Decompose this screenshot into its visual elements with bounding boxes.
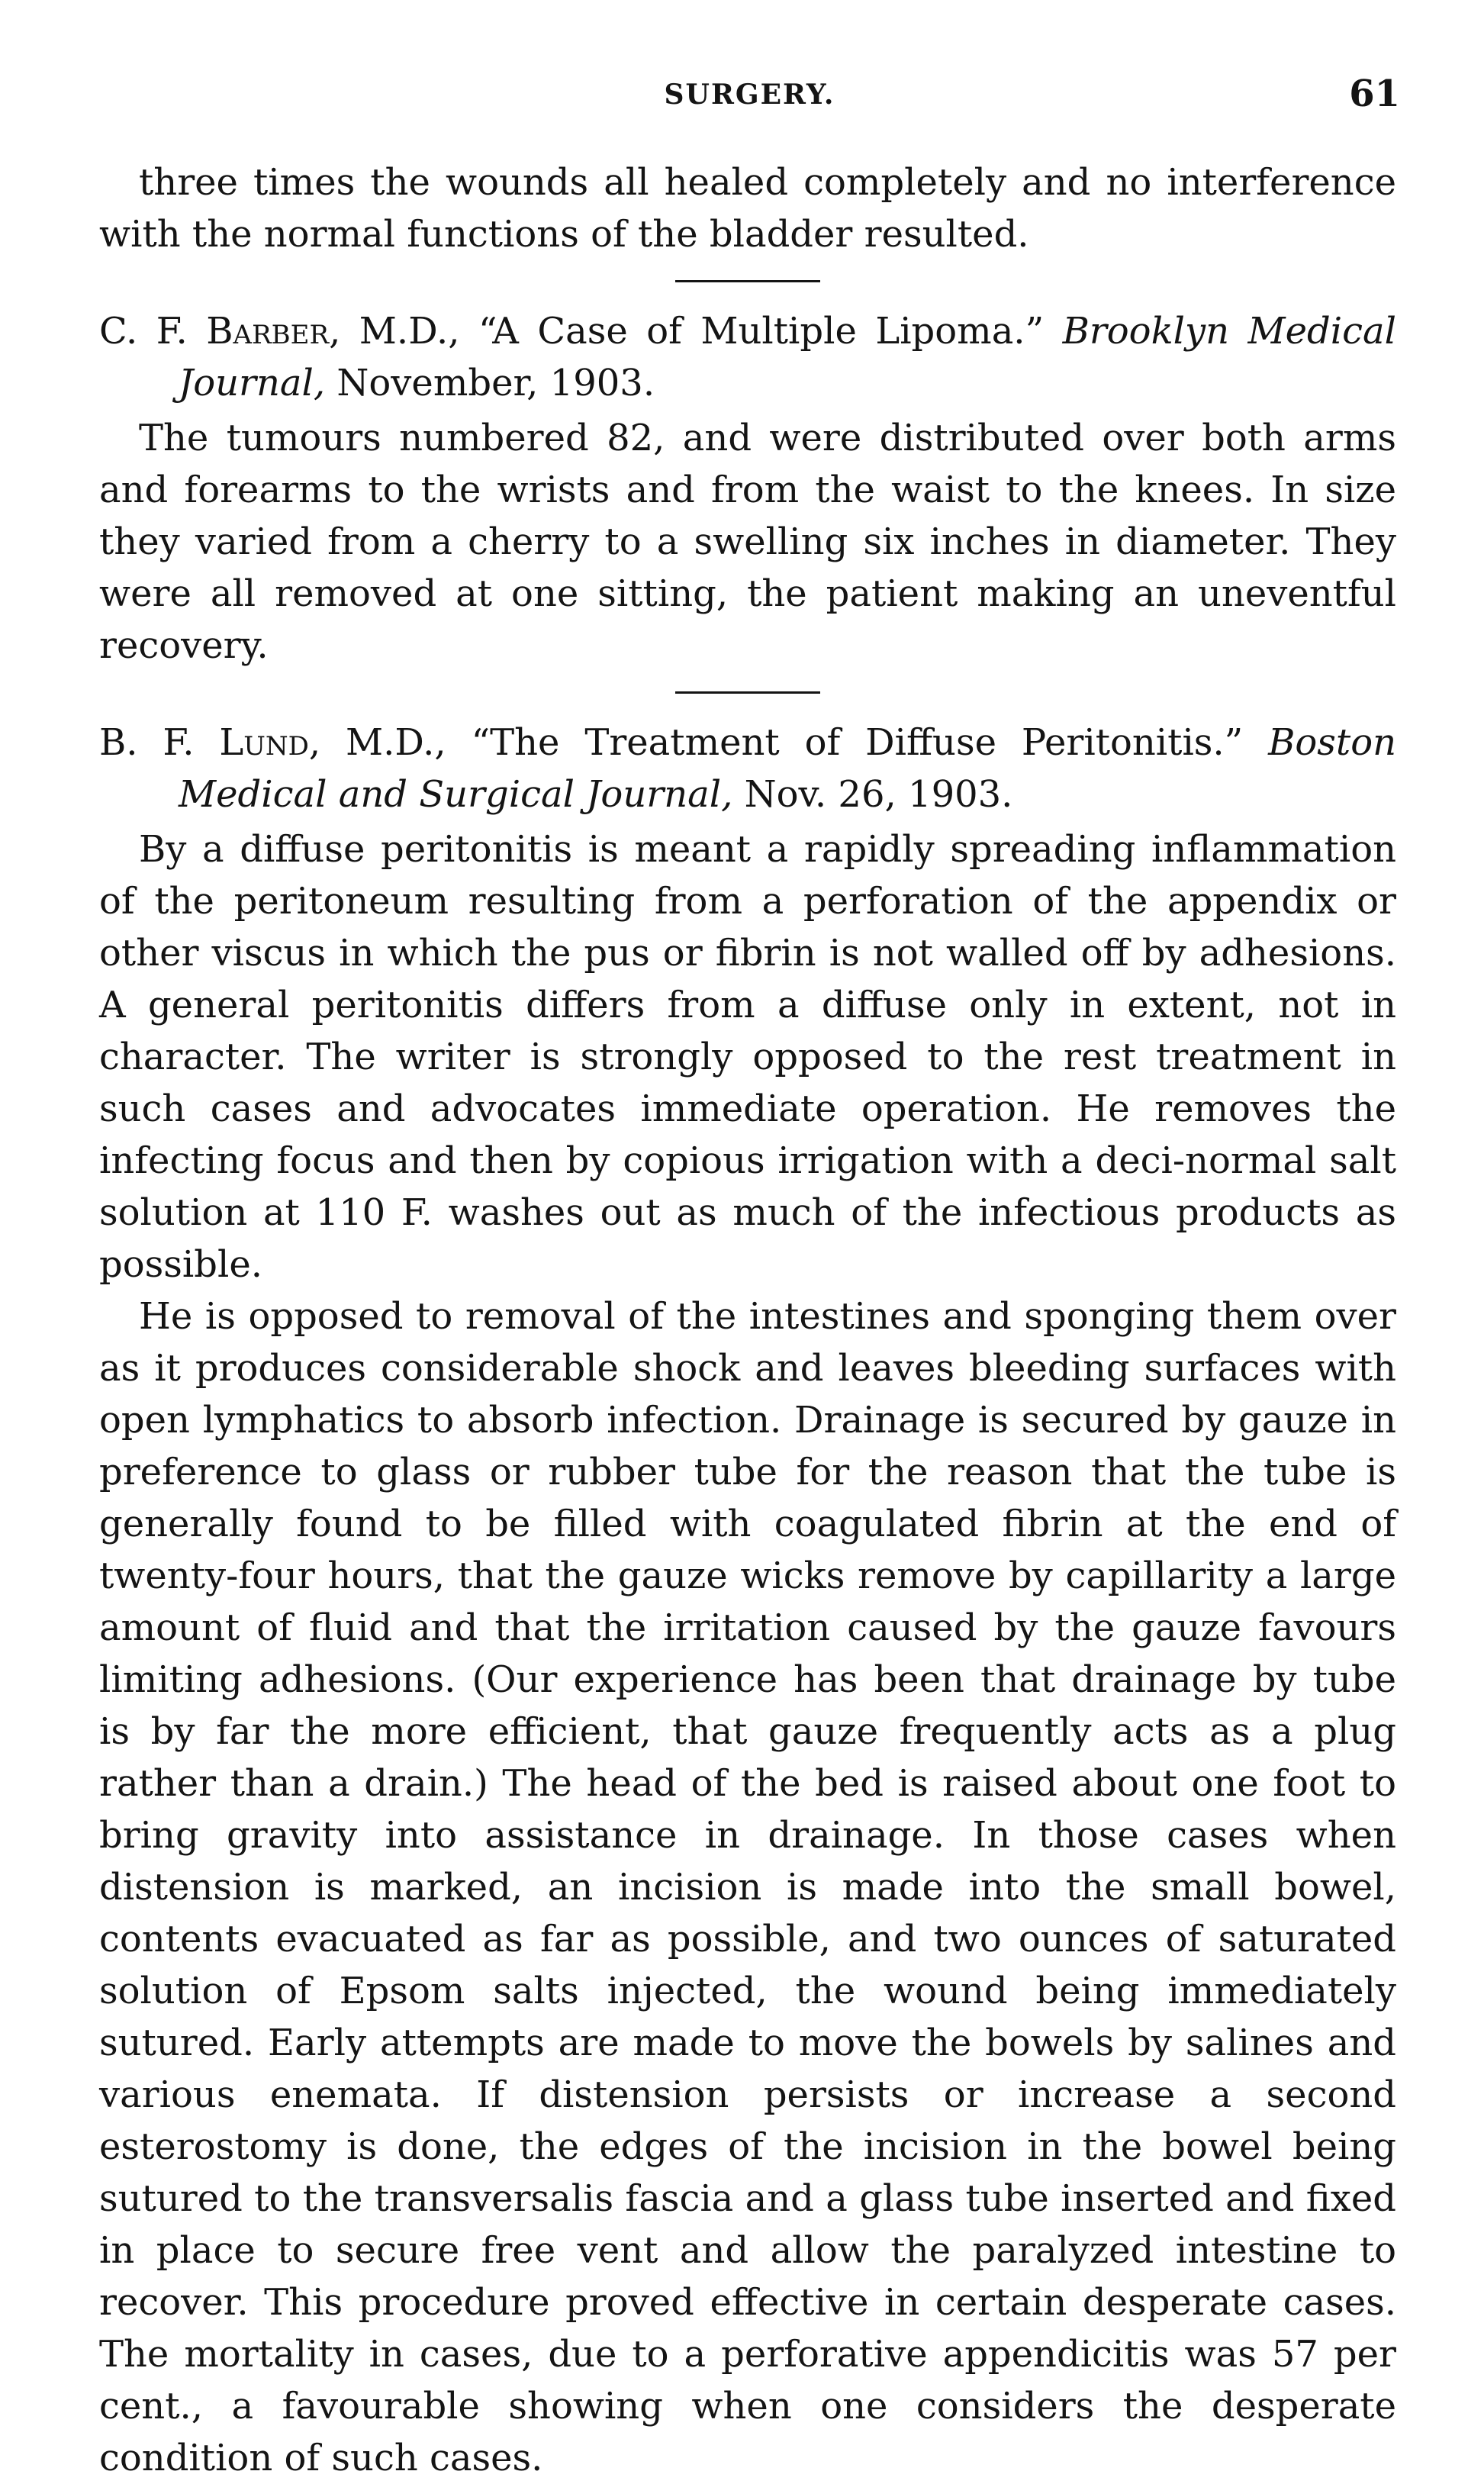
citation-lund <box>99 717 1396 820</box>
citation-journal: Brooklyn Medical Journal, <box>179 310 1396 404</box>
section-divider <box>675 280 820 282</box>
citation-date: November, 1903. <box>336 362 655 404</box>
citation-barber <box>99 305 1396 409</box>
section-divider <box>675 691 820 694</box>
continuation-paragraph: three times the wounds all healed completely and no interference with the normal functions of the bladder resulted. <box>99 161 1396 256</box>
running-title: SURGERY. <box>664 79 835 111</box>
citation-date: Nov. 26, 1903. <box>744 773 1013 816</box>
citation-author: C. F. Barber, M.D., <box>99 310 460 353</box>
citation-title: “A Case of Multiple Lipoma.” <box>478 310 1045 353</box>
page-number: 61 <box>1349 72 1400 115</box>
citation-title: “The Treatment of Diffuse Peritonitis.” <box>471 721 1244 764</box>
abstract-paragraph: He is opposed to removal of the intestines and sponging them over as it produces considerable shock and leaves bleeding surfaces with open lymphatics to absorb infection. Drainage is secured by gauze in preference to glass or rubber tube for the reason that the tube is generally found to be filled with coagulated fibrin at the end of twenty-four hours, that the gauze wicks remove by capillarity a large amount of fluid and that the irritation caused by the gauze favours limiting adhesions. (Our experience has been that drainage by tube is by far the more efficient, that gauze frequently acts as a plug rather than a drain.) The head of the bed is raised about one foot to bring gravity into assistance in drainage. In those cases when distension is marked, an incision is made into the small bowel, contents evacuated as far as possible, and two ounces of saturated solution of Epsom salts injected, the wound being immediately sutured. Early attempts are made to move the bowels by salines and various enemata. If distension persists or increase a second esterostomy is done, the edges of the incision in the bowel being sutured to the transversalis fascia and a glass tube inserted and fixed in place to secure free vent and allow the paralyzed intestine to recover. This procedure proved effective in certain desperate cases. The mortality in cases, due to a perforative appendicitis was 57 per cent., a favourable showing when one considers the desperate condition of such cases. <box>99 1295 1396 2479</box>
citation-author: B. F. Lund, M.D., <box>99 721 446 764</box>
citation-journal: Boston Medical and Surgical Journal, <box>179 721 1397 816</box>
abstract-paragraph: By a diffuse peritonitis is meant a rapidly spreading inflammation of the peritoneum resulting from a perforation of the appendix or other viscus in which the pus or fibrin is not walled off by adhesions. A general peritonitis differs from a diffuse only in extent, not in character. The writer is strongly opposed to the rest treatment in such cases and advocates immediate operation. He removes the infecting focus and then by copious irrigation with a deci-normal salt solution at 110 F. washes out as much of the infectious products as possible. <box>99 828 1396 1286</box>
abstract-paragraph: The tumours numbered 82, and were distributed over both arms and forearms to the wrists and from the waist to the knees. In size they varied from a cherry to a swelling six inches in diameter. They were all removed at one sitting, the patient making an uneventful recovery. <box>99 417 1396 667</box>
body-text <box>99 156 1396 2484</box>
running-head <box>99 72 1400 118</box>
